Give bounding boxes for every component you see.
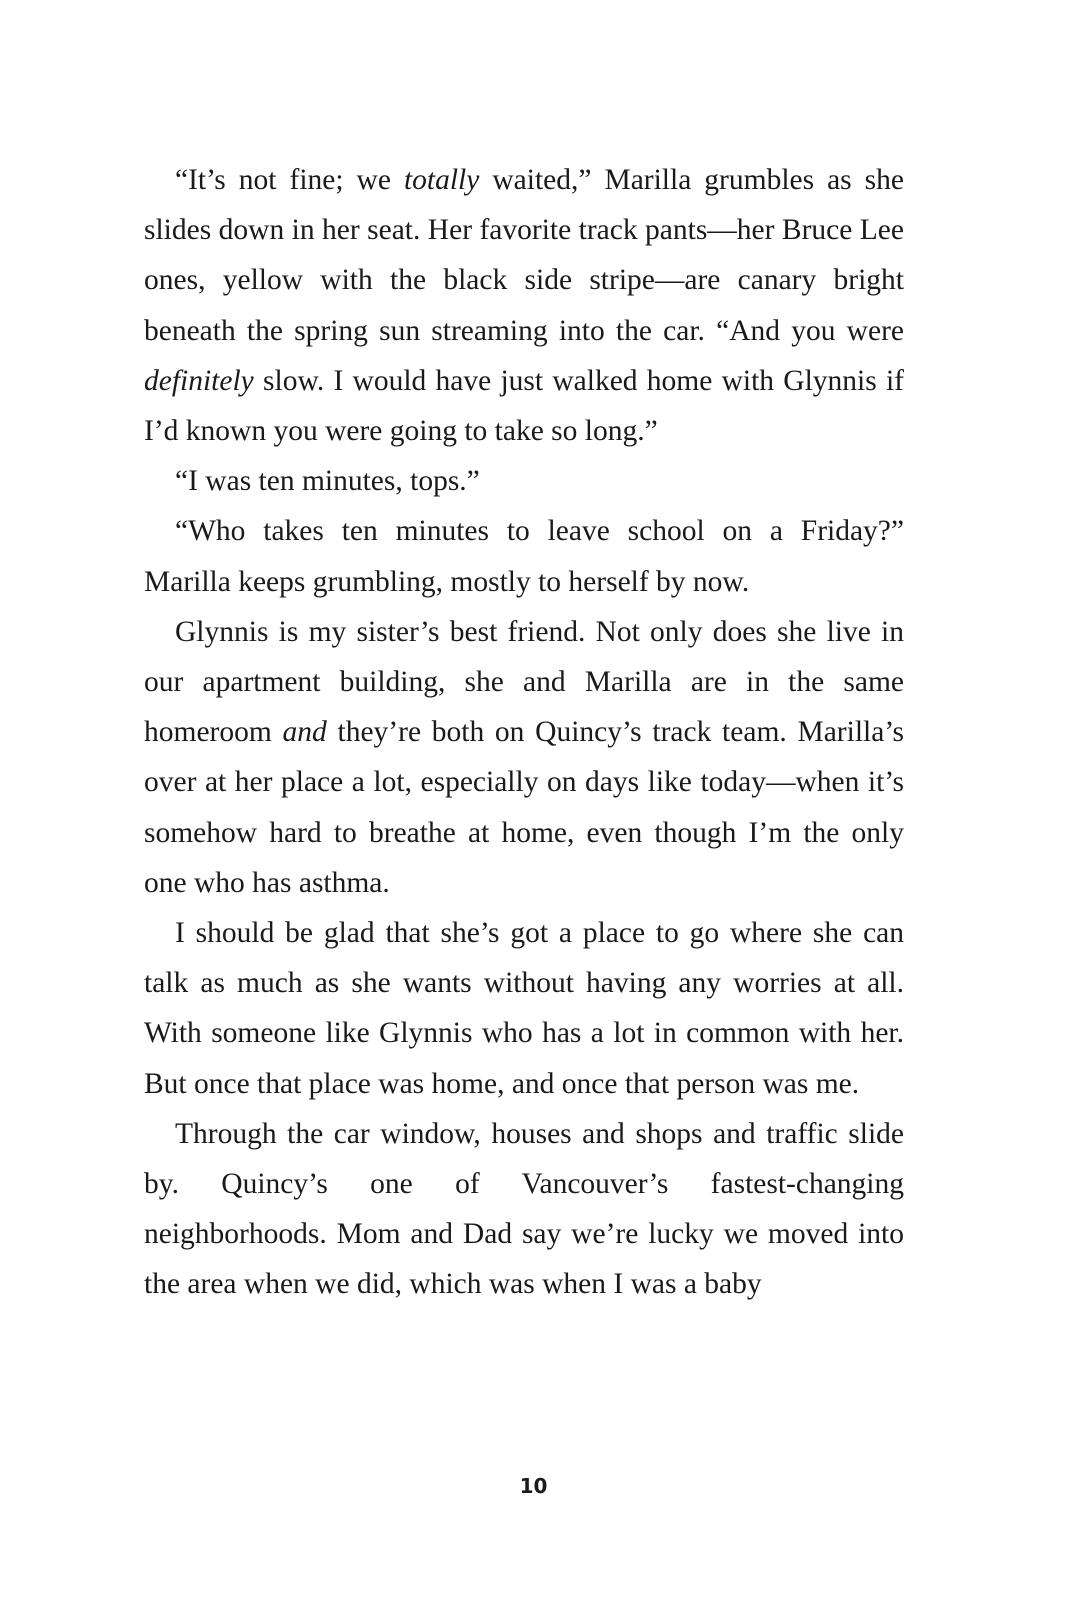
emphasis-text: and	[282, 716, 327, 749]
paragraph-text: I should be glad that she’s got a place to go where she can talk as much as she wants without having any worries at all. With someone like Glynnis who has a lot in common with her. But once that place was home, and once that person was me.	[144, 917, 904, 1100]
paragraph-3	[144, 506, 904, 606]
page-body	[144, 155, 904, 1310]
paragraph-text: they’re both on Quincy’s track team. Marilla’s over at her place a lot, especially on days like today—when it’s somehow hard to breathe at home, even though I’m the only one who has asthma.	[144, 716, 904, 899]
paragraph-2	[144, 456, 904, 506]
page-number: 10	[519, 1474, 548, 1498]
paragraph-text: “It’s not fine; we	[175, 164, 404, 196]
paragraph-4	[144, 607, 904, 908]
emphasis-text: definitely	[144, 364, 254, 397]
paragraph-5	[144, 908, 904, 1109]
paragraph-1	[144, 155, 904, 456]
paragraph-text: slow. I would have just walked home with Glynnis if I’d known you were going to take so long.”	[144, 364, 904, 448]
paragraph-text: Through the car window, houses and shops and traffic slide by. Quincy’s one of Vancouver’s fastest-changing neighborhoods. Mom and Dad say we’re lucky we moved into the area when we did, which was when I was a baby	[144, 1117, 904, 1301]
paragraph-text: “I was ten minutes, tops.”	[175, 465, 480, 498]
paragraph-text: waited,” Marilla grumbles as she slides down in her seat. Her favorite track pants—her Bruce Lee ones, yellow with the black side stripe—are canary bright beneath the spring sun streaming into the car. “And you were	[144, 164, 904, 347]
paragraph-text: “Who takes ten minutes to leave school on a Friday?” Marilla keeps grumbling, mostly to herself by now.	[144, 515, 904, 598]
paragraph-text: Glynnis is my sister’s best friend. Not only does she live in our apartment building, she and Marilla are in the same homeroom	[144, 615, 904, 749]
paragraph-6	[144, 1109, 904, 1310]
emphasis-text: totally	[403, 164, 480, 196]
